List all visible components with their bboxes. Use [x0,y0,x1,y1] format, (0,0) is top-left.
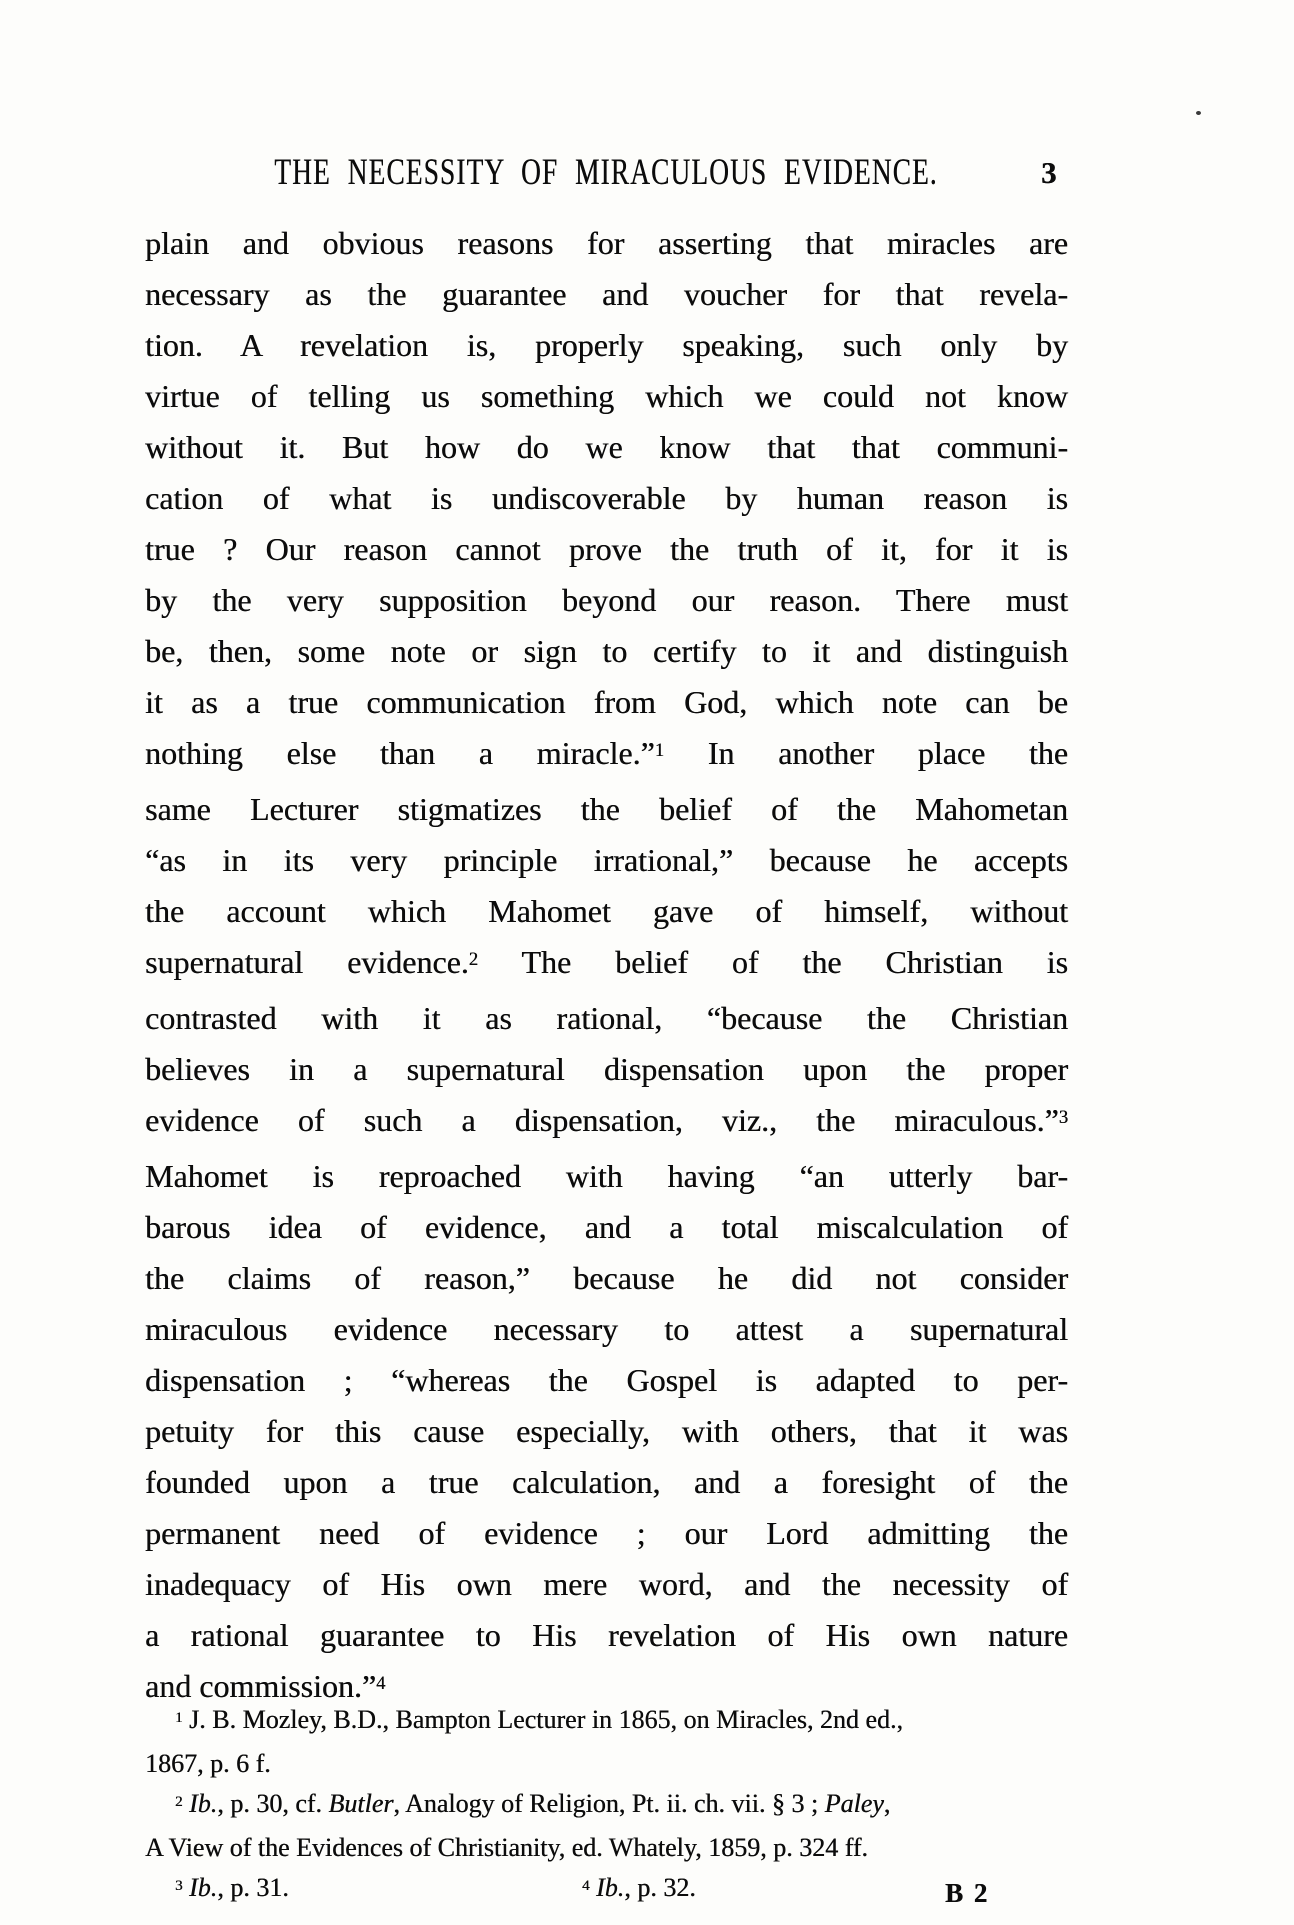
body-line: and commission.”$^4$ [145,1668,386,1704]
body-line: necessary as the guarantee and voucher for that revela- [145,276,1068,312]
footnote-text: , [883,1789,891,1818]
footnote-line [145,1868,1068,1912]
footnote-citation-italic: Paley [824,1789,884,1818]
body-line: be, then, some note or sign to certify to it and distinguish [145,633,1068,669]
body-line: without it. But how do we know that that communi- [145,429,1068,465]
body-line: the account which Mahomet gave of himself, without [145,893,1068,929]
footnotes-block [145,1700,1068,1912]
body-line: dispensation ; “whereas the Gospel is adapted to per- [145,1362,1068,1398]
page-title: THE NECESSITY OF MIRACULOUS EVIDENCE. [274,152,938,193]
footnote-text: , p. 32. [624,1873,696,1902]
footnote-text: , p. 30, cf. [217,1789,329,1818]
body-line: same Lecturer stigmatizes the belief of the Mahometan [145,791,1068,827]
running-head [145,154,1068,198]
body-line: cation of what is undiscoverable by human reason is [145,480,1068,516]
body-line: inadequacy of His own mere word, and the necessity of [145,1566,1068,1602]
footnote-left-column [175,1873,289,1902]
footnote-line [145,1700,1068,1744]
signature-mark: B 2 [945,1878,990,1908]
footnote-reference-mark: 4 [582,1877,590,1894]
body-line: petuity for this cause especially, with others, that it was [145,1413,1068,1449]
footnote-citation-italic: Butler [328,1789,394,1818]
body-line: evidence of such a dispensation, viz., the miraculous.”$^3$ [145,1102,1068,1138]
footnote-text: $^1$ J. B. Mozley, B.D., Bampton Lecturer in 1865, on Miracles, 2nd ed., [175,1705,903,1734]
footnote-text: A View of the Evidences of Christianity, ed. Whately, 1859, p. 324 ff. [145,1833,868,1862]
footnote-text [175,1873,189,1902]
footnote-text: , p. 31. [217,1873,289,1902]
body-line: by the very supposition beyond our reason. There must [145,582,1068,618]
page-number: 3 [1041,155,1057,190]
footnote-text: , Analogy of Religion, Pt. ii. ch. vii. § 3 ; [393,1789,825,1818]
footnote-text: 1867, p. 6 f. [145,1749,271,1778]
footnote-citation-italic: Ib. [189,1873,218,1902]
body-line: permanent need of evidence ; our Lord admitting the [145,1515,1068,1551]
body-line: barous idea of evidence, and a total miscalculation of [145,1209,1068,1245]
body-line: it as a true communication from God, which note can be [145,684,1068,720]
footnote-reference-mark: 1 [654,740,665,762]
footnote-reference-mark: 1 [175,1709,183,1726]
body-line: Mahomet is reproached with having “an utterly bar- [145,1158,1068,1194]
footnote-line [145,1744,1068,1784]
body-line: plain and obvious reasons for asserting that miracles are [145,225,1068,261]
scan-artifact-dot [1196,111,1201,115]
body-line: believes in a supernatural dispensation upon the proper [145,1051,1068,1087]
body-line: founded upon a true calculation, and a foresight of the [145,1464,1068,1500]
footnote-reference-mark: 3 [1058,1107,1068,1129]
footnote-citation-italic: Ib. [189,1789,218,1818]
footnote-text [582,1873,596,1902]
footnote-text [175,1789,189,1818]
body-line: supernatural evidence.$^2$ The belief of the Christian is [145,944,1069,980]
footnote-reference-mark: 3 [175,1877,183,1894]
body-line: a rational guarantee to His revelation of His own nature [145,1617,1068,1653]
body-line: tion. A revelation is, properly speaking, such only by [145,327,1068,363]
body-paragraph [145,218,1068,1717]
body-line: contrasted with it as rational, “because the Christian [145,1000,1068,1036]
body-line: miraculous evidence necessary to attest a supernatural [145,1311,1068,1347]
footnote-reference-mark: 4 [376,1673,386,1695]
footnote-reference-mark: 2 [468,949,479,971]
body-line: “as in its very principle irrational,” because he accepts [145,842,1068,878]
footnote-line [145,1828,1068,1868]
body-line: nothing else than a miracle.”$^1$ In another place the [145,735,1069,771]
footnote-reference-mark: 2 [175,1793,183,1810]
body-line: virtue of telling us something which we could not know [145,378,1068,414]
body-line: the claims of reason,” because he did not consider [145,1260,1068,1296]
footnote-citation-italic: Ib. [596,1873,625,1902]
footnote-line [145,1784,1068,1828]
footnote-right-column [582,1868,696,1912]
body-line: true ? Our reason cannot prove the truth of it, for it is [145,531,1068,567]
